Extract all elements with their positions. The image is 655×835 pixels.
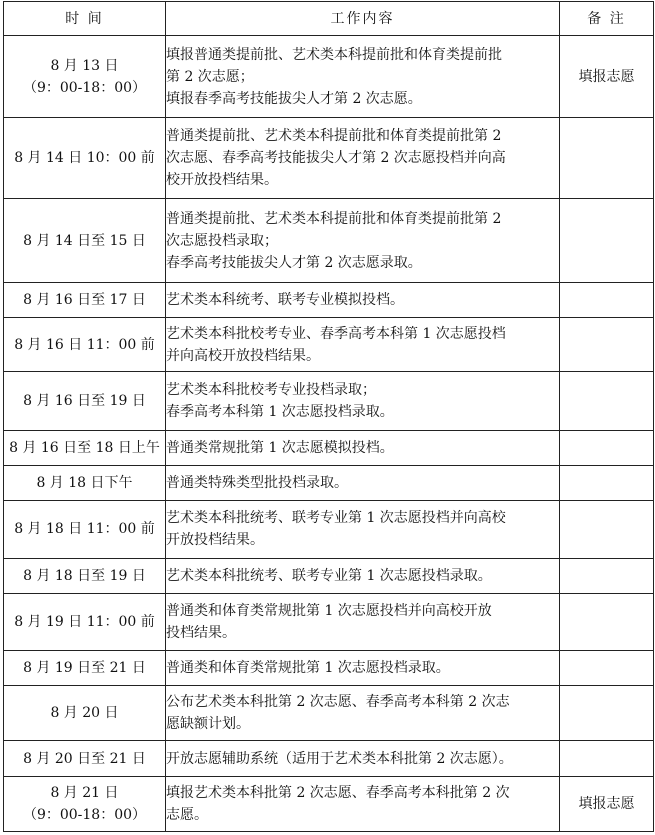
work-cell [166,466,560,501]
work-text: 填报春季高考技能拔尖人才第 2 次志愿。 [166,90,422,107]
table-row [4,558,654,593]
work-cell [166,651,560,686]
work-cell [166,741,560,776]
work-text: 艺术类本科批校考专业、春季高考本科第 1 次志愿投档 [166,325,506,342]
time-text: 8 月 16 日至 17 日 [23,292,146,309]
work-text: 校开放投档结果。 [166,172,278,189]
note-cell [560,198,654,282]
work-cell [166,686,560,741]
table-row [4,466,654,501]
work-cell [166,430,560,465]
time-cell [4,283,166,318]
note-cell [560,118,654,198]
work-text: 次志愿、春季高考技能拔尖人才第 2 次志愿投档并向高 [166,150,506,167]
time-cell [4,501,166,558]
note-cell [560,593,654,650]
time-cell [4,593,166,650]
table-row [4,651,654,686]
work-cell [166,318,560,371]
time-cell [4,686,166,741]
time-cell [4,430,166,465]
work-text: 普通类特殊类型批投档录取。 [166,475,348,492]
work-text: 填报艺术类本科批第 2 次志愿、春季高考本科批第 2 次 [166,784,510,801]
time-text: 8 月 13 日 [50,57,119,74]
work-text: 并向高校开放投档结果。 [166,347,320,364]
table-row [4,741,654,776]
work-cell [166,593,560,650]
work-text: 艺术类本科批校考专业投档录取； [166,381,376,398]
time-text: 8 月 16 日 11：00 前 [14,336,155,353]
work-text: 第 2 次志愿； [166,68,254,85]
time-text: 8 月 20 日至 21 日 [23,750,146,767]
time-cell [4,741,166,776]
time-text: 8 月 20 日 [50,705,119,722]
header-work: 工作内容 [166,2,560,36]
work-text: 开放志愿辅助系统（适用于艺术类本科批第 2 次志愿）。 [166,750,513,767]
work-text: 普通类和体育类常规批第 1 次志愿投档录取。 [166,660,450,677]
work-text: 普通类和体育类常规批第 1 次志愿投档并向高校开放 [166,602,492,619]
work-text: 春季高考技能拔尖人才第 2 次志愿录取。 [166,254,422,271]
table-row [4,36,654,118]
table-row [4,776,654,831]
time-cell [4,118,166,198]
time-text: 8 月 18 日 11：00 前 [14,521,155,538]
note-cell [560,371,654,430]
table-row [4,318,654,371]
note-cell: 填报志愿 [560,776,654,831]
time-cell [4,318,166,371]
header-time: 时 间 [4,2,166,36]
header-note: 备 注 [560,2,654,36]
time-cell [4,558,166,593]
work-text: 开放投档结果。 [166,532,264,549]
work-text: 普通类提前批、艺术类本科提前批和体育类提前批第 2 [166,210,502,227]
work-text: 次志愿投档录取； [166,232,278,249]
work-cell [166,36,560,118]
work-text: 春季高考本科第 1 次志愿投档录取。 [166,403,394,420]
note-cell [560,686,654,741]
time-text: 8 月 19 日 11：00 前 [14,613,155,630]
note-cell [560,318,654,371]
time-cell [4,651,166,686]
time-cell [4,36,166,118]
note-cell [560,466,654,501]
work-cell [166,118,560,198]
time-text: （9：00-18：00） [22,806,147,823]
note-cell [560,430,654,465]
time-text: 8 月 14 日至 15 日 [23,232,146,249]
work-cell [166,776,560,831]
note-cell [560,741,654,776]
table-row [4,430,654,465]
work-text: 公布艺术类本科批第 2 次志愿、春季高考本科第 2 次志 [166,694,510,711]
note-cell: 填报志愿 [560,36,654,118]
note-cell [560,651,654,686]
work-cell [166,198,560,282]
work-text: 艺术类本科批统考、联考专业第 1 次志愿投档录取。 [166,567,492,584]
time-text: 8 月 16 日至 18 日上午 [9,440,160,457]
time-text: 8 月 21 日 [50,784,119,801]
work-text: 投档结果。 [166,624,236,641]
schedule-table [3,1,654,832]
table-row [4,198,654,282]
note-cell [560,283,654,318]
time-cell [4,198,166,282]
time-text: 8 月 18 日下午 [36,475,133,492]
table-row [4,501,654,558]
work-text: 志愿。 [166,806,208,823]
table-row [4,686,654,741]
time-text: 8 月 14 日 10：00 前 [14,150,155,167]
table-row [4,283,654,318]
table-row [4,371,654,430]
time-text: 8 月 18 日至 19 日 [23,567,146,584]
time-cell [4,466,166,501]
time-text: 8 月 19 日至 21 日 [23,660,146,677]
time-text: （9：00-18：00） [22,79,147,96]
work-text: 填报普通类提前批、艺术类本科提前批和体育类提前批 [166,46,502,63]
work-text: 艺术类本科批统考、联考专业第 1 次志愿投档并向高校 [166,510,506,527]
note-cell [560,501,654,558]
time-cell [4,371,166,430]
work-cell [166,558,560,593]
schedule-body [4,36,654,832]
work-cell [166,501,560,558]
work-cell [166,371,560,430]
work-text: 愿缺额计划。 [166,716,250,733]
time-text: 8 月 16 日至 19 日 [23,392,146,409]
work-text: 普通类常规批第 1 次志愿模拟投档。 [166,440,394,457]
table-header-row [4,2,654,36]
note-cell [560,558,654,593]
table-row [4,593,654,650]
table-row [4,118,654,198]
work-cell [166,283,560,318]
work-text: 艺术类本科统考、联考专业模拟投档。 [166,292,404,309]
work-text: 普通类提前批、艺术类本科提前批和体育类提前批第 2 [166,128,502,145]
time-cell [4,776,166,831]
